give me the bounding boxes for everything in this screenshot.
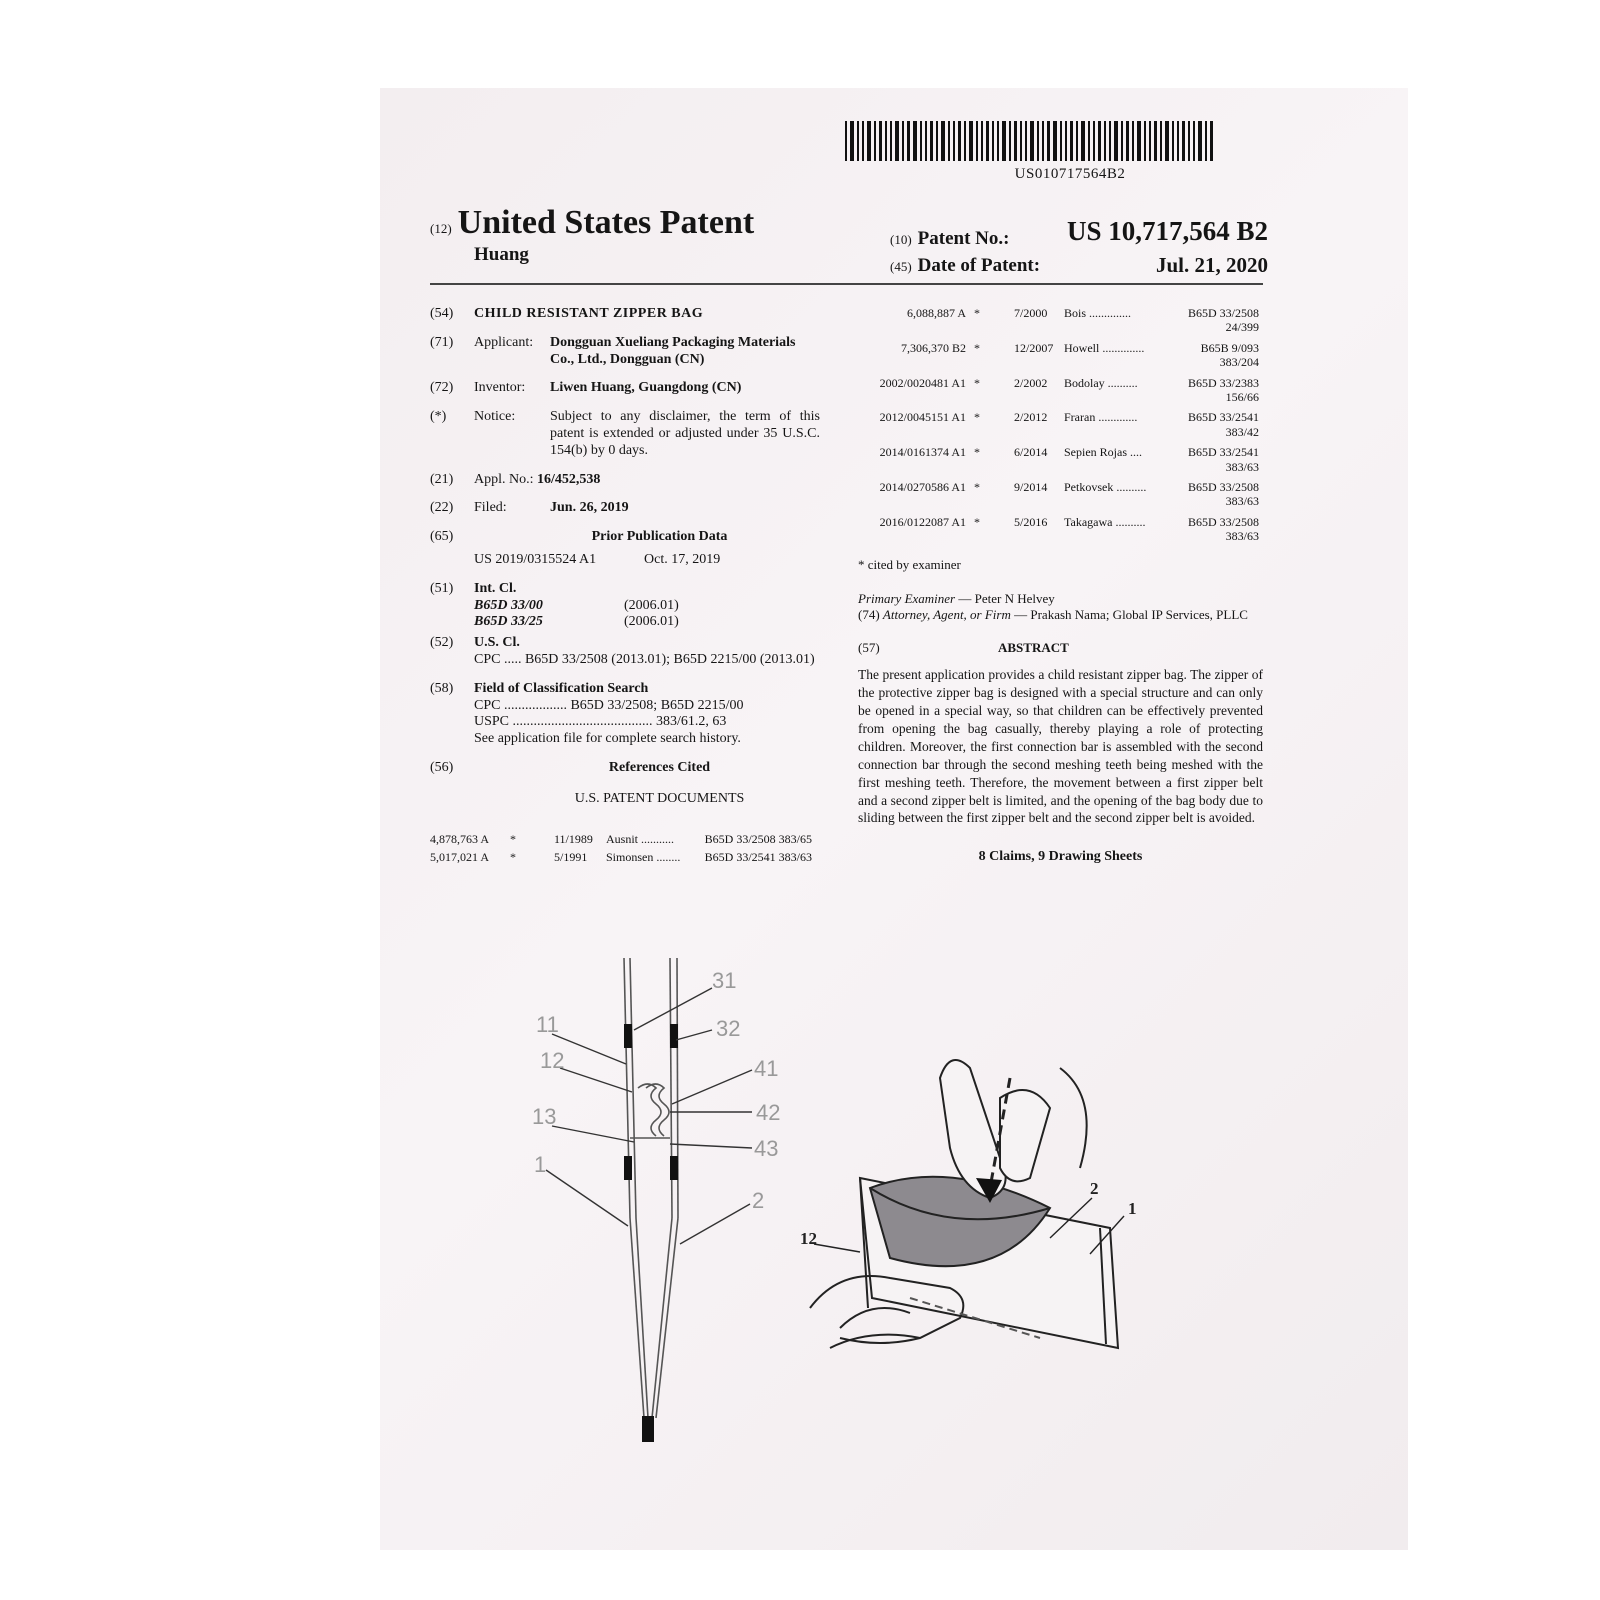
- barcode-bar: [874, 121, 876, 161]
- barcode-bar: [1047, 121, 1050, 161]
- barcode-bar: [1160, 121, 1162, 161]
- reference-row: [858, 410, 1263, 439]
- reference-row: [858, 515, 1263, 544]
- field-code: (22): [430, 500, 454, 516]
- barcode-bar: [862, 121, 864, 161]
- appl-no-label: Appl. No.:: [474, 471, 534, 487]
- cited-by-examiner-note: * cited by examiner: [858, 557, 961, 573]
- field-code: (*): [430, 409, 447, 425]
- reference-mark: *: [974, 445, 980, 460]
- reference-cls: B65B 9/093 383/204: [1200, 340, 1259, 370]
- reference-row: [858, 341, 1263, 370]
- field-references: [430, 760, 845, 820]
- barcode-bar: [857, 121, 859, 161]
- reference-date: 5/2016: [1014, 514, 1048, 529]
- examiner-label: Primary Examiner: [858, 591, 956, 607]
- barcode-bar: [948, 121, 950, 161]
- figure-label: 32: [716, 1016, 741, 1041]
- field-inventor: [430, 380, 845, 397]
- barcode-bar: [969, 121, 973, 161]
- applicant-value: Dongguan Xueliang Packaging Materials Co., Ltd., Dongguan (CN): [550, 334, 796, 367]
- barcode-bar: [850, 121, 854, 161]
- reference-no: 5,017,021 A: [430, 849, 490, 864]
- field-us-cl: [430, 635, 845, 669]
- barcode-bar: [1165, 121, 1169, 161]
- field-code: (12): [430, 221, 452, 236]
- reference-no: 2014/0161374 A1: [879, 445, 966, 460]
- barcode-bar: [885, 121, 887, 161]
- reference-inventor: Petkovsek ..........: [1064, 479, 1147, 494]
- barcode-bar: [1053, 121, 1057, 161]
- reference-date: 2/2012: [1014, 410, 1048, 425]
- reference-date: 11/1989: [554, 831, 593, 846]
- prior-publication-date: Oct. 17, 2019: [644, 551, 721, 567]
- barcode-bar: [907, 121, 910, 161]
- int-cl-class: B65D 33/00: [474, 597, 543, 613]
- int-cl-date: (2006.01): [624, 614, 679, 630]
- reference-mark: *: [974, 479, 980, 494]
- reference-inventor: Simonsen ........: [606, 849, 681, 864]
- references-left-list: [430, 832, 845, 865]
- barcode-bar: [1088, 121, 1090, 161]
- patent-number-label-text: Patent No.:: [917, 228, 1010, 249]
- barcode-bar: [1205, 121, 1207, 161]
- us-cl-heading: U.S. Cl.: [474, 635, 520, 651]
- barcode-bar: [1025, 121, 1027, 161]
- date-of-patent: Jul. 21, 2020: [1155, 253, 1268, 277]
- barcode-bar: [1030, 121, 1034, 161]
- document-kind: United States Patent: [457, 204, 755, 241]
- reference-no: 4,878,763 A: [430, 831, 490, 846]
- figure-label: 31: [712, 968, 737, 993]
- zipper-cross-section-figure: [520, 938, 820, 1548]
- examiner-value: — Peter N Helvey: [958, 591, 1055, 607]
- document-title: [430, 204, 754, 242]
- barcode-bar: [1126, 121, 1129, 161]
- notice-value: Subject to any disclaimer, the term of this patent is extended or adjusted under 35 U.S.C. 154(b) by 0 days.: [550, 409, 820, 458]
- barcode-bar: [997, 121, 999, 161]
- barcode-bar: [1154, 121, 1157, 161]
- barcode-bar: [976, 121, 978, 161]
- figure-label: 11: [536, 1012, 559, 1037]
- int-cl-heading: Int. Cl.: [474, 580, 517, 596]
- barcode-bar: [941, 121, 945, 161]
- patent-number: US 10,717,564 B2: [1066, 216, 1268, 246]
- reference-mark: *: [974, 514, 980, 529]
- field-applicant: [430, 335, 845, 369]
- field-code: (74): [858, 606, 880, 622]
- field-code: (45): [890, 259, 912, 274]
- field-prior-publication: [430, 529, 845, 569]
- field-code: (57): [858, 640, 880, 656]
- barcode-bar: [867, 121, 871, 161]
- int-cl-row: [474, 614, 845, 631]
- header-rule: [430, 283, 1263, 285]
- barcode-bar: [958, 121, 961, 161]
- figure-label: 2: [1090, 1179, 1099, 1198]
- reference-cls: B65D 33/2541 383/63: [1187, 445, 1259, 474]
- reference-cls: B65D 33/2383 156/66: [1187, 375, 1259, 404]
- barcode-bar: [1198, 121, 1202, 161]
- field-classification-search: [430, 681, 845, 748]
- figure-label: 1: [534, 1152, 547, 1177]
- barcode-bar: [920, 121, 922, 161]
- barcode-bar: [1177, 121, 1179, 161]
- reference-cls: B65D 33/2508 383/63: [1187, 479, 1259, 509]
- barcode-bar: [1114, 121, 1118, 161]
- barcode-bar: [936, 121, 938, 161]
- barcode-bar: [1188, 121, 1190, 161]
- bag-opening-illustration: [800, 1038, 1180, 1358]
- barcode-bar: [1060, 121, 1062, 161]
- barcode-bar: [1014, 121, 1017, 161]
- reference-date: 9/2014: [1014, 479, 1048, 494]
- field-code: (56): [430, 759, 454, 775]
- reference-row: [430, 832, 845, 846]
- reference-no: 2012/0045151 A1: [879, 410, 966, 425]
- notice-label: Notice:: [474, 409, 516, 425]
- barcode-bar: [1132, 121, 1134, 161]
- classification-search-note: See application file for complete search history.: [474, 731, 741, 747]
- reference-inventor: Bois ..............: [1064, 306, 1132, 320]
- barcode-bar: [1042, 121, 1044, 161]
- barcode-bar: [1182, 121, 1185, 161]
- field-code: (72): [430, 380, 454, 396]
- reference-mark: *: [974, 340, 980, 355]
- bibliographic-column: [430, 306, 845, 868]
- barcode-bar: [1070, 121, 1073, 161]
- reference-inventor: Howell ..............: [1064, 340, 1145, 355]
- reference-mark: *: [510, 849, 516, 864]
- applicant-label: Applicant:: [474, 334, 534, 350]
- barcode-bar: [930, 121, 933, 161]
- patent-number-label: [890, 228, 1009, 250]
- reference-cls: B65D 33/2541 383/42: [1187, 410, 1259, 439]
- barcode-bar: [1093, 121, 1095, 161]
- filed-label: Filed:: [474, 500, 507, 516]
- int-cl-class: B65D 33/25: [474, 614, 543, 630]
- filed-value: Jun. 26, 2019: [550, 500, 629, 516]
- reference-date: 6/2014: [1014, 445, 1048, 460]
- barcode-bar: [986, 121, 989, 161]
- prior-publication-heading: Prior Publication Data: [591, 529, 728, 545]
- reference-mark: *: [974, 375, 980, 390]
- reference-no: 6,088,887 A: [906, 306, 966, 320]
- reference-date: 7/2000: [1014, 306, 1048, 320]
- reference-no: 7,306,370 B2: [900, 340, 966, 355]
- references-heading: References Cited: [608, 759, 711, 775]
- figure-label: 2: [752, 1188, 765, 1213]
- field-code: (54): [430, 306, 454, 321]
- field-appl-no: [430, 472, 845, 489]
- field-code: (10): [890, 232, 912, 247]
- barcode-bar: [1076, 121, 1078, 161]
- figure-label: 1: [1128, 1199, 1137, 1218]
- prior-publication-number: US 2019/0315524 A1: [474, 551, 597, 567]
- barcode-number: US010717564B2: [1014, 166, 1126, 182]
- barcode-bar: [1137, 121, 1141, 161]
- abstract-heading: ABSTRACT: [998, 640, 1069, 656]
- field-code: (71): [430, 334, 454, 350]
- reference-inventor: Bodolay ..........: [1064, 375, 1138, 390]
- attorney-value: — Prakash Nama; Global IP Services, PLLC: [1014, 606, 1248, 622]
- reference-row: [858, 306, 1263, 335]
- reference-inventor: Ausnit ...........: [606, 831, 675, 846]
- right-column: [858, 306, 1263, 866]
- reference-inventor: Takagawa ..........: [1064, 514, 1146, 529]
- reference-mark: *: [974, 410, 980, 425]
- inventor-short: Huang: [474, 244, 529, 265]
- appl-no-value: 16/452,538: [537, 471, 601, 487]
- reference-row: [858, 480, 1263, 509]
- int-cl-date: (2006.01): [624, 597, 679, 613]
- barcode-bar: [953, 121, 955, 161]
- barcode-bar: [845, 121, 847, 161]
- barcode-bar: [1172, 121, 1174, 161]
- barcode-bar: [1109, 121, 1111, 161]
- barcode-bar: [1098, 121, 1101, 161]
- reference-inventor: Sepien Rojas ....: [1064, 445, 1142, 460]
- reference-mark: *: [974, 306, 980, 320]
- inventor-label: Inventor:: [474, 380, 526, 396]
- barcode-bar: [895, 121, 899, 161]
- barcode-bar: [902, 121, 904, 161]
- invention-title: CHILD RESISTANT ZIPPER BAG: [474, 306, 704, 321]
- barcode-bar: [879, 121, 882, 161]
- barcode-bar: [925, 121, 927, 161]
- barcode: [845, 121, 1275, 161]
- figure-label: 42: [756, 1100, 781, 1125]
- reference-row: [858, 376, 1263, 405]
- claims-summary: 8 Claims, 9 Drawing Sheets: [978, 849, 1143, 865]
- figure-label: 13: [532, 1104, 557, 1129]
- barcode-bar: [992, 121, 994, 161]
- date-label-text: Date of Patent:: [917, 255, 1041, 276]
- barcode-bar: [1020, 121, 1022, 161]
- barcode-bar: [1121, 121, 1123, 161]
- reference-inventor: Fraran .............: [1064, 410, 1138, 425]
- barcode-bar: [1104, 121, 1106, 161]
- reference-cls: B65D 33/2508 24/399: [1187, 306, 1259, 335]
- date-of-patent-label: [890, 255, 1040, 277]
- barcode-bar: [1193, 121, 1195, 161]
- barcode-bar: [964, 121, 966, 161]
- inventor-value: Liwen Huang, Guangdong (CN): [550, 380, 742, 396]
- field-notice: [430, 409, 845, 459]
- field-filed: [430, 500, 845, 517]
- classification-search-heading: Field of Classification Search: [474, 680, 649, 696]
- field-code: (58): [430, 680, 454, 696]
- barcode-bar: [981, 121, 983, 161]
- barcode-bar: [913, 121, 917, 161]
- reference-cls: B65D 33/2541 383/63: [704, 849, 812, 864]
- reference-date: 5/1991: [554, 849, 588, 864]
- reference-date: 2/2002: [1014, 375, 1048, 390]
- reference-cls: B65D 33/2508 383/65: [704, 831, 812, 846]
- reference-no: 2014/0270586 A1: [879, 479, 966, 494]
- classification-search-cpc: CPC .................. B65D 33/2508; B65D 2215/00: [474, 697, 744, 713]
- reference-date: 12/2007: [1014, 340, 1054, 355]
- reference-no: 2016/0122087 A1: [879, 514, 966, 529]
- figure-label: 12: [540, 1048, 565, 1073]
- field-code: (52): [430, 635, 454, 651]
- classification-search-uspc: USPC ........................................ 383/61.2, 63: [474, 714, 727, 730]
- barcode-bar: [1037, 121, 1039, 161]
- barcode-bar: [1009, 121, 1011, 161]
- us-cl-cpc: CPC ..... B65D 33/2508 (2013.01); B65D 2215/00 (2013.01): [474, 651, 815, 667]
- barcode-bar: [1081, 121, 1085, 161]
- references-subheading: U.S. PATENT DOCUMENTS: [574, 790, 745, 806]
- reference-row: [858, 445, 1263, 474]
- figure-label: 12: [800, 1229, 817, 1248]
- barcode-bar: [1002, 121, 1006, 161]
- barcode-bar: [1149, 121, 1151, 161]
- field-code: (65): [430, 529, 454, 545]
- int-cl-row: [474, 598, 845, 615]
- barcode-bar: [1144, 121, 1146, 161]
- reference-row: [430, 850, 845, 864]
- figure-label: 41: [754, 1056, 779, 1081]
- field-code: (51): [430, 580, 454, 596]
- barcode-bar: [890, 121, 892, 161]
- field-int-cl: [430, 581, 845, 631]
- attorney-label: Attorney, Agent, or Firm: [882, 606, 1011, 622]
- field-title: [430, 306, 845, 323]
- patent-page: [380, 88, 1408, 1550]
- reference-mark: *: [510, 831, 516, 846]
- field-code: (21): [430, 471, 454, 487]
- barcode-bar: [1210, 121, 1213, 161]
- figure-label: 43: [754, 1136, 779, 1161]
- reference-cls: B65D 33/2508 383/63: [1187, 514, 1259, 544]
- reference-no: 2002/0020481 A1: [879, 375, 966, 390]
- barcode-bar: [1065, 121, 1067, 161]
- abstract-text: The present application provides a child resistant zipper bag. The zipper of the protective zipper bag is designed with a special structure and can only be opened in a special way, so that children can be effectively prevented from opening the bag casually, thereby playing a role of protecting children. Moreover, the first connection bar is assembled with the second connection bar through the second meshing teeth being meshed with the first meshing teeth. Therefore, the movement between a first zipper belt and a second zipper belt is limited, and the opening of the bag body due to sliding between the first zipper belt and the second zipper belt is avoided.: [858, 666, 1263, 826]
- references-right-list: [858, 306, 1263, 543]
